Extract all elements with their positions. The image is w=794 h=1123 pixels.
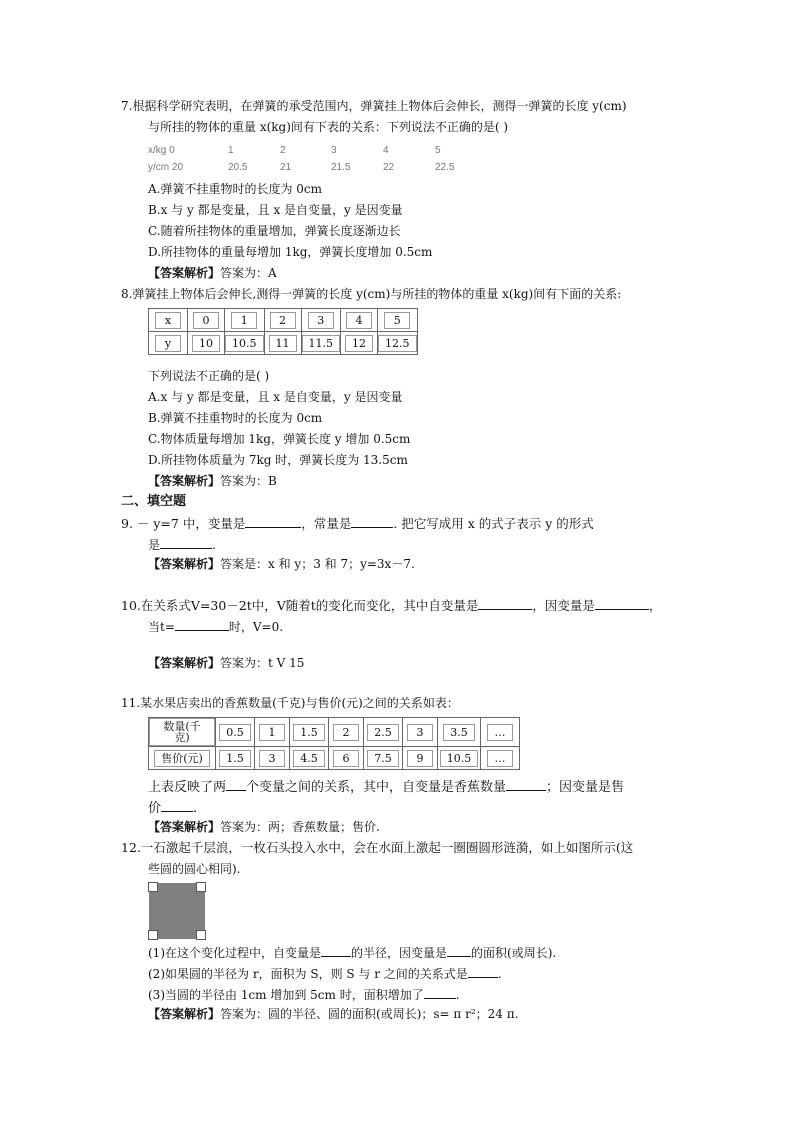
q7-option-b: B.x 与 y 都是变量，且 x 是自变量，y 是因变量 xyxy=(148,203,403,217)
table-cell: 9 xyxy=(403,747,438,770)
table-row xyxy=(149,332,418,355)
answer-label: 【答案解析】 xyxy=(148,1007,221,1021)
q7-option-c: C.随着所挂物体的重量增加，弹簧长度逐渐边长 xyxy=(148,224,401,238)
table-cell: 5 xyxy=(378,309,418,332)
q12-stem-line1: 12.一石激起千层浪，一枚石头投入水中，会在水面上激起一圈圈圆形涟漪，如上如图所示(这 xyxy=(121,840,634,855)
table-cell: 3 xyxy=(301,309,341,332)
q7-cell: x/kg 0 xyxy=(148,145,175,156)
q12-stem-line2: 些圆的圆心相同). xyxy=(148,862,241,876)
corner-handle xyxy=(196,882,206,892)
answer-text: 答案是：x 和 y；3 和 7；y=3x－7. xyxy=(220,557,415,571)
q7-cell: 21 xyxy=(280,162,292,173)
table-cell: 10.5 xyxy=(438,747,481,770)
blank xyxy=(506,779,546,791)
corner-handle xyxy=(148,882,158,892)
q11-stem: 11.某水果店卖出的香蕉数量(千克)与售价(元)之间的关系如表： xyxy=(121,696,459,710)
q9-stem-line2: 是 . xyxy=(148,538,216,552)
q12-sub1: (1)在这个变化过程中，自变量是 的半径，因变量是 的面积(或周长). xyxy=(148,946,557,960)
table-cell: 售价(元) xyxy=(149,747,216,770)
table-cell: 2 xyxy=(264,309,301,332)
q7-stem-line2: 与所挂的物体的重量 x(kg)间有下表的关系：下列说法不正确的是( ) xyxy=(148,120,509,134)
table-cell: 3 xyxy=(403,718,438,747)
q10-answer xyxy=(148,657,304,669)
q10-stem: 10.在关系式V=30－2t中，V随着t的变化而变化，其中自变量是 ，因变量是 ， xyxy=(121,598,662,613)
blank xyxy=(424,987,456,999)
q8-table xyxy=(148,308,418,355)
table-cell: 数量(千克) xyxy=(149,718,216,747)
q8-prompt: 下列说法不正确的是( ) xyxy=(148,369,270,383)
answer-text: 答案为：B xyxy=(220,474,277,488)
q11-fill-line2: 价 . xyxy=(148,801,198,816)
table-row xyxy=(149,718,520,747)
answer-text: 答案为：t V 15 xyxy=(220,656,305,670)
table-cell: 2.5 xyxy=(364,718,403,747)
q7-cell: 20.5 xyxy=(228,162,248,173)
table-cell: x xyxy=(149,309,188,332)
table-cell: 10.5 xyxy=(225,332,265,355)
table-cell: 3.5 xyxy=(438,718,481,747)
blank xyxy=(226,779,246,791)
table-cell: 12.5 xyxy=(378,332,418,355)
q7-cell: 3 xyxy=(331,145,337,156)
blank xyxy=(351,516,393,528)
q7-option-d: D.所挂物体的重量每增加 1kg，弹簧长度增加 0.5cm xyxy=(148,245,433,259)
q8-option-d: D.所挂物体质量为 7kg 时，弹簧长度为 13.5cm xyxy=(148,453,408,467)
q11-table xyxy=(148,717,520,770)
table-cell: 10 xyxy=(188,332,225,355)
table-cell: 1.5 xyxy=(216,747,255,770)
blank xyxy=(321,945,351,957)
blank xyxy=(595,598,649,610)
q8-option-a: A.x 与 y 都是变量，且 x 是自变量，y 是因变量 xyxy=(148,390,403,404)
q7-cell: 22 xyxy=(383,162,395,173)
table-cell: … xyxy=(481,747,520,770)
answer-text: 答案为：A xyxy=(220,266,277,280)
q9-answer xyxy=(148,558,415,570)
table-cell: 3 xyxy=(255,747,290,770)
q10-stem-line2: 当t= 时，V=0. xyxy=(148,620,284,634)
q11-fill-line1: 上表反映了两 个变量之间的关系，其中，自变量是香蕉数量 ；因变量是售 xyxy=(148,780,625,795)
table-cell: 11 xyxy=(264,332,301,355)
table-cell: 2 xyxy=(329,718,364,747)
q7-stem-line1: 7.根据科学研究表明，在弹簧的承受范围内，弹簧挂上物体后会伸长，测得一弹簧的长度 y(cm) xyxy=(121,99,627,113)
blank xyxy=(447,945,471,957)
answer-text: 答案为：圆的半径、圆的面积(或周长)；s= π r²；24 π. xyxy=(220,1007,519,1021)
table-cell: 1 xyxy=(225,309,265,332)
corner-handle xyxy=(196,930,206,940)
q9-stem: 9. － y=7 中，变量是 ，常量是 . 把它写成用 x 的式子表示 y 的形式 xyxy=(121,516,594,531)
table-cell: 7.5 xyxy=(364,747,403,770)
q12-answer xyxy=(148,1008,518,1020)
q8-stem: 8.弹簧挂上物体后会伸长,测得一弹簧的长度 y(cm)与所挂的物体的重量 x(kg)间有下面的关系: xyxy=(121,287,622,301)
table-row xyxy=(149,747,520,770)
q7-cell: 1 xyxy=(228,145,234,156)
answer-label: 【答案解析】 xyxy=(148,820,221,834)
q12-sub2: (2)如果圆的半径为 r，面积为 S，则 S 与 r 之间的关系式是 . xyxy=(148,967,502,981)
table-cell: 1.5 xyxy=(290,718,329,747)
q7-option-a: A.弹簧不挂重物时的长度为 0cm xyxy=(148,182,323,196)
table-cell: 4.5 xyxy=(290,747,329,770)
q7-cell: 22.5 xyxy=(435,162,455,173)
q7-cell: y/cm 20 xyxy=(148,162,184,173)
answer-label: 【答案解析】 xyxy=(148,266,221,280)
corner-handle xyxy=(148,930,158,940)
ripple-figure-image xyxy=(149,883,205,939)
q7-answer xyxy=(148,267,277,279)
answer-label: 【答案解析】 xyxy=(148,656,221,670)
q7-cell: 21.5 xyxy=(331,162,351,173)
answer-label: 【答案解析】 xyxy=(148,557,221,571)
section-heading: 二、填空题 xyxy=(121,494,187,509)
q8-answer xyxy=(148,475,277,487)
q7-cell: 5 xyxy=(435,145,441,156)
table-row xyxy=(149,309,418,332)
table-cell: 11.5 xyxy=(301,332,341,355)
q8-option-c: C.物体质量每增加 1kg，弹簧长度 y 增加 0.5cm xyxy=(148,432,411,446)
answer-label: 【答案解析】 xyxy=(148,474,221,488)
table-cell: 1 xyxy=(255,718,290,747)
q11-answer xyxy=(148,821,380,833)
blank xyxy=(175,619,229,631)
table-cell: y xyxy=(149,332,188,355)
table-cell: 0.5 xyxy=(216,718,255,747)
blank xyxy=(478,598,532,610)
blank xyxy=(245,516,301,528)
blank xyxy=(161,800,193,812)
table-cell: 0 xyxy=(188,309,225,332)
q8-option-b: B.弹簧不挂重物时的长度为 0cm xyxy=(148,411,323,425)
table-cell: 4 xyxy=(341,309,378,332)
q7-cell: 2 xyxy=(280,145,286,156)
table-cell: … xyxy=(481,718,520,747)
answer-text: 答案为：两；香蕉数量；售价. xyxy=(220,820,380,834)
blank xyxy=(160,537,212,549)
table-cell: 6 xyxy=(329,747,364,770)
q7-cell: 4 xyxy=(383,145,389,156)
blank xyxy=(468,966,498,978)
table-cell: 12 xyxy=(341,332,378,355)
q12-sub3: (3)当圆的半径由 1cm 增加到 5cm 时，面积增加了 . xyxy=(148,988,460,1002)
